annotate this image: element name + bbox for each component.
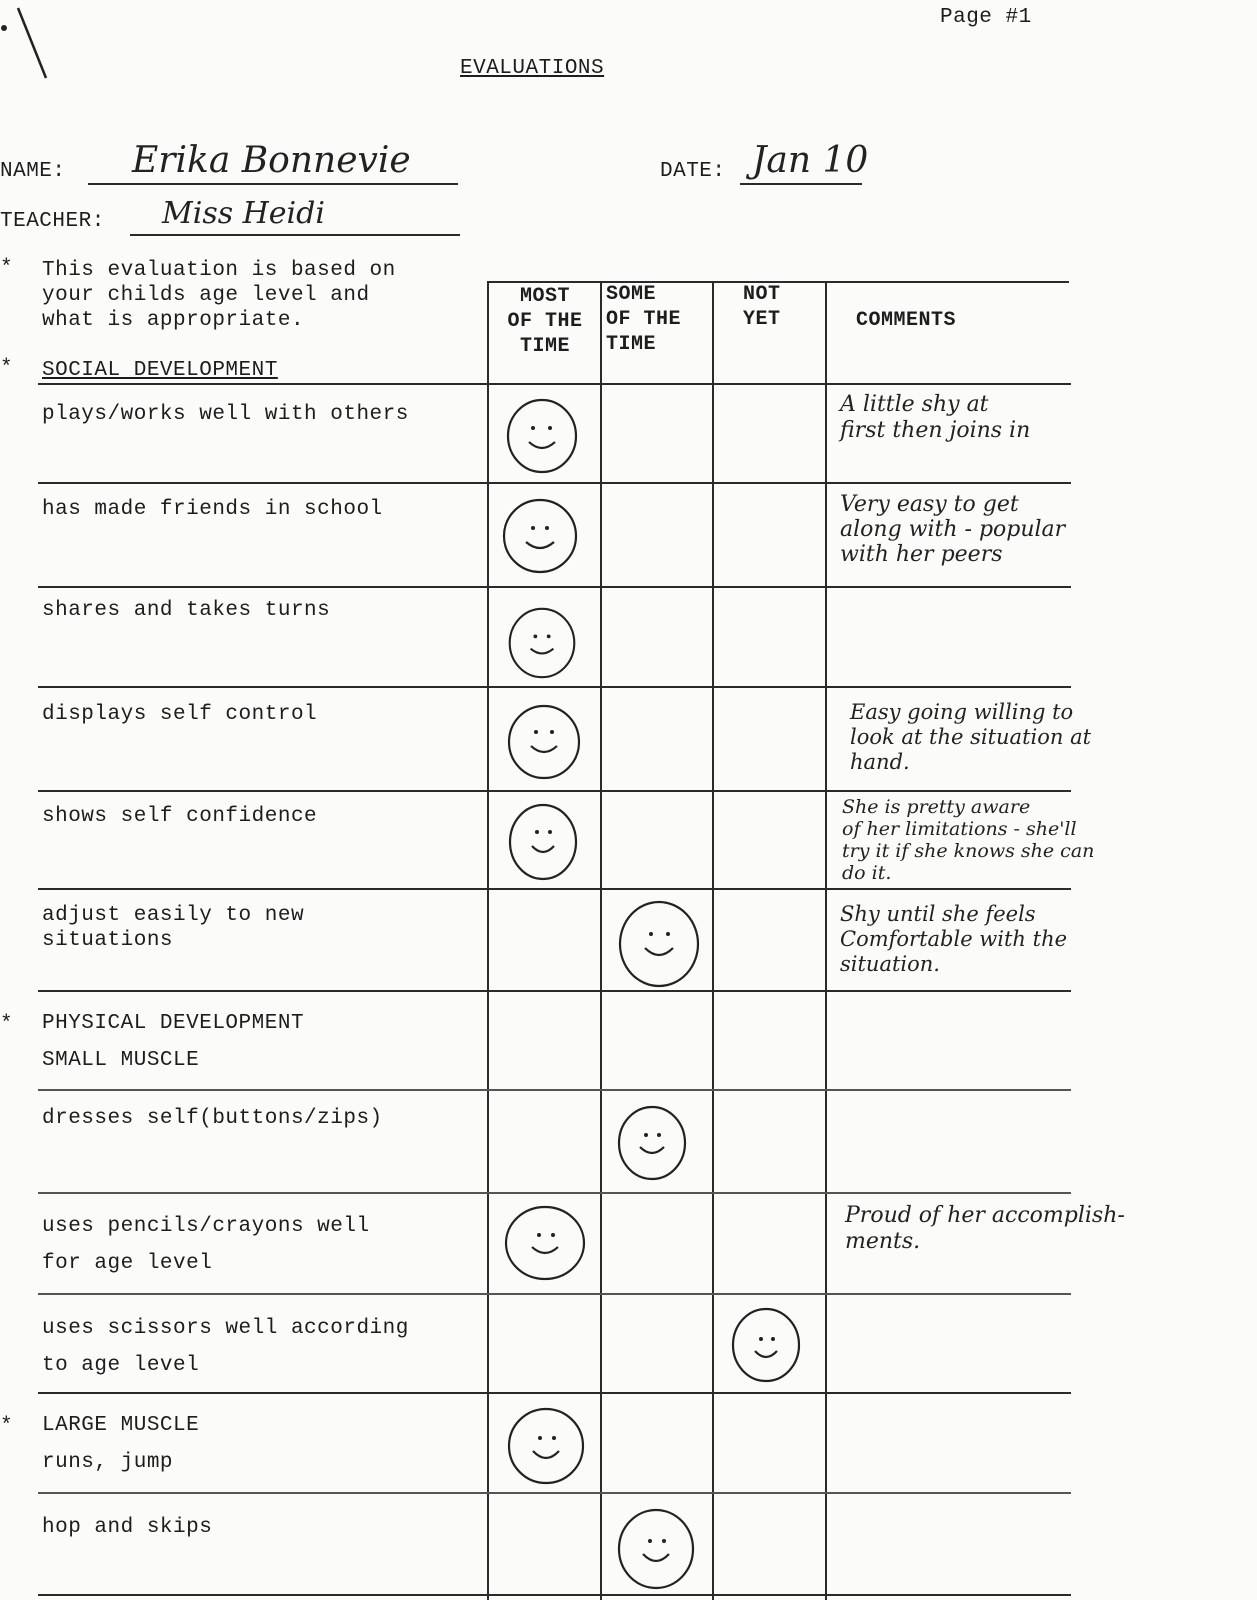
teacher-label: TEACHER:: [0, 210, 105, 233]
section-bullet: *: [0, 1013, 14, 1036]
name-line: [88, 183, 458, 185]
row-divider: [38, 888, 1071, 890]
date-line: [740, 183, 862, 185]
comment-friends: Very easy to get along with - popular with her peers: [840, 492, 1066, 567]
col-comments: COMMENTS: [856, 309, 957, 332]
grid-vline: [712, 281, 714, 1600]
smiley-rating-icon: [502, 396, 582, 476]
smiley-rating-icon: [614, 898, 704, 990]
row-label-plays: plays/works well with others: [42, 403, 409, 426]
smiley-rating-icon: [500, 496, 580, 576]
row-divider: [38, 1392, 1071, 1394]
smiley-rating-icon: [615, 1506, 697, 1592]
row-label-adjust: adjust easily to new situations: [42, 904, 305, 952]
row-label-pencils: uses pencils/crayons well for age level: [42, 1215, 370, 1275]
row-divider: [38, 1192, 1071, 1194]
row-divider: [38, 586, 1071, 588]
comment-confidence: She is pretty aware of her limitations - she'll try it if she knows she can do it.: [842, 796, 1095, 884]
smiley-rating-icon: [728, 1305, 804, 1385]
row-label-self-control: displays self control: [42, 703, 318, 726]
name-label: NAME:: [0, 160, 66, 183]
smiley-rating-icon: [614, 1103, 690, 1183]
smiley-rating-icon: [505, 1405, 587, 1487]
section-social: SOCIAL DEVELOPMENT: [42, 359, 278, 382]
intro-note: This evaluation is based on your childs age level and what is appropriate.: [42, 259, 396, 332]
row-divider: [38, 1594, 1071, 1596]
date-value: Jan 10: [752, 140, 869, 181]
pen-stroke-mark: [0, 0, 70, 90]
row-divider: [38, 383, 1071, 385]
row-divider: [38, 1293, 1071, 1295]
row-label-dresses: dresses self(buttons/zips): [42, 1107, 383, 1130]
col-not-yet: NOT YET: [743, 283, 781, 331]
smiley-rating-icon: [502, 1203, 588, 1283]
section-physical: PHYSICAL DEVELOPMENT: [42, 1012, 305, 1035]
section-bullet: *: [0, 357, 14, 380]
date-label: DATE:: [660, 160, 726, 183]
row-divider: [38, 686, 1071, 688]
grid-vline: [487, 281, 489, 1600]
section-large-muscle: LARGE MUSCLE: [42, 1414, 200, 1437]
comment-adjust: Shy until she feels Comfortable with the situation.: [840, 902, 1068, 976]
row-label-runs: runs, jump: [42, 1451, 174, 1474]
row-label-shares: shares and takes turns: [42, 599, 331, 622]
row-label-hop: hop and skips: [42, 1516, 213, 1539]
row-divider: [38, 482, 1071, 484]
row-divider: [38, 1492, 1071, 1494]
teacher-value: Miss Heidi: [162, 196, 325, 231]
name-value: Erika Bonnevie: [132, 140, 411, 181]
comment-plays: A little shy at first then joins in: [840, 392, 1031, 443]
note-bullet: *: [0, 257, 14, 280]
comment-pencils: Proud of her accomplish- ments.: [845, 1203, 1125, 1254]
comment-self-control: Easy going willing to look at the situation at hand.: [850, 700, 1092, 774]
page-title: EVALUATIONS: [460, 57, 605, 80]
row-divider: [38, 990, 1071, 992]
section-small-muscle: SMALL MUSCLE: [42, 1049, 200, 1072]
smiley-rating-icon: [503, 802, 583, 882]
row-divider: [38, 790, 1071, 792]
smiley-rating-icon: [504, 702, 584, 782]
grid-vline: [825, 281, 827, 1600]
row-label-confidence: shows self confidence: [42, 805, 318, 828]
section-bullet: *: [0, 1415, 14, 1438]
grid-vline: [600, 281, 602, 1600]
page-number: Page #1: [940, 6, 1032, 29]
teacher-line: [130, 234, 460, 236]
row-label-friends: has made friends in school: [42, 498, 383, 521]
col-most: MOST OF THE TIME: [507, 285, 583, 358]
row-divider: [38, 1089, 1071, 1091]
col-some: SOME OF THE TIME: [606, 283, 682, 356]
smiley-rating-icon: [504, 605, 580, 681]
row-label-scissors: uses scissors well according to age level: [42, 1317, 409, 1377]
